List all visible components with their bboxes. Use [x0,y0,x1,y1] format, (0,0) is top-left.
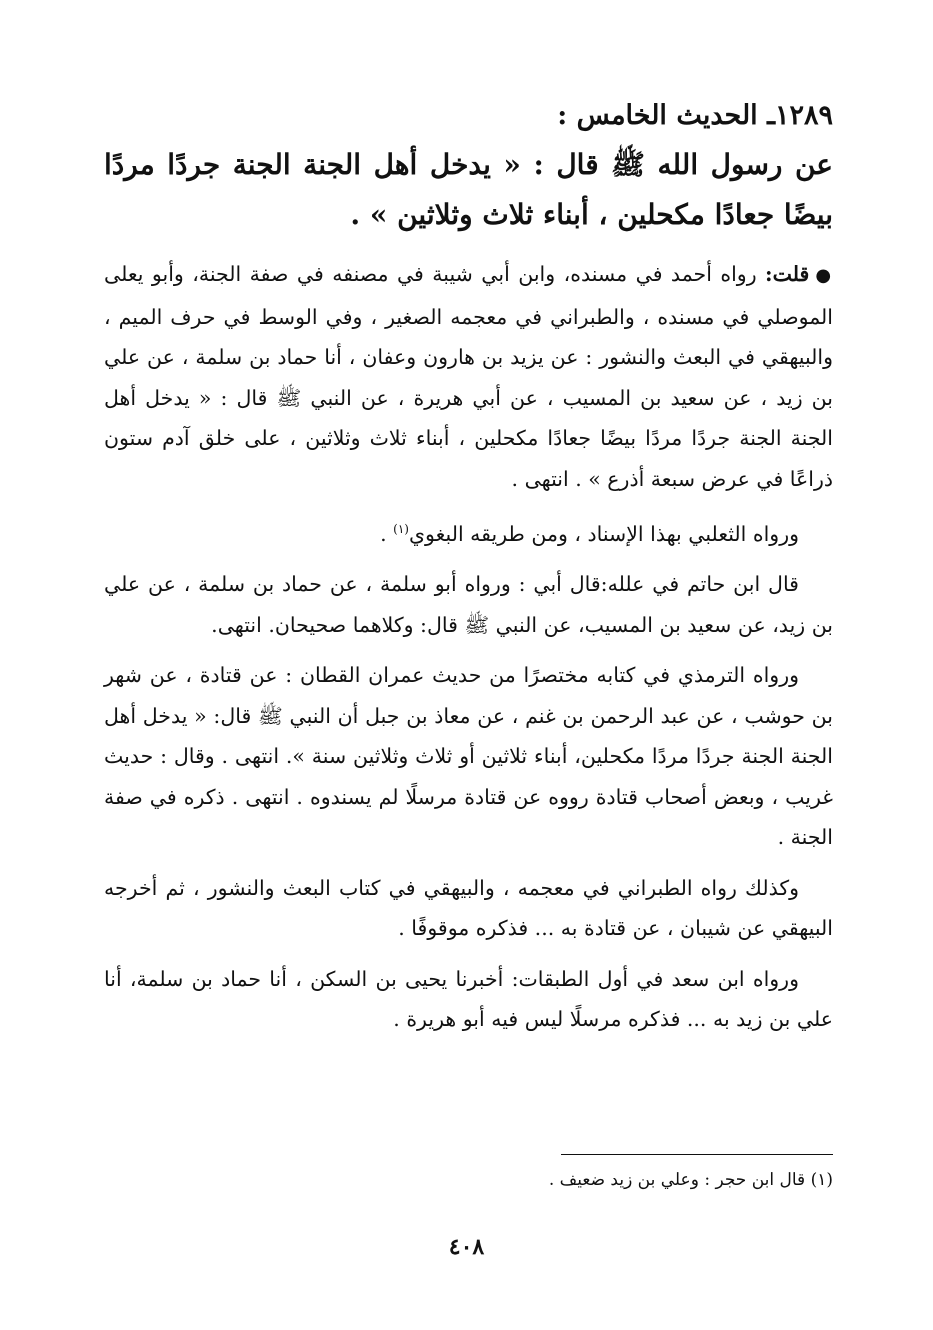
commentary-paragraph-3: قال ابن حاتم في علله:قال أبي : ورواه أبو سلمة ، عن حماد بن سلمة ، عن علي بن زيد، عن سعيد بن المسيب، عن النبي ﷺ قال: وكلاهما صحيحان. انتهى. [104,572,833,637]
commentary-paragraph-6: ورواه ابن سعد في أول الطبقات: أخبرنا يحيى بن السكن ، أنا حماد بن سلمة، أنا علي بن زيد به ... فذكره مرسلًا ليس فيه أبو هريرة . [104,966,833,1032]
footnote-reference: (١) [393,522,409,536]
footnote-divider [561,1154,833,1155]
commentary-text-1: رواه أحمد في مسنده، وابن أبي شيبة في مصنفه في صفة الجنة، وأبو يعلى الموصلي في مسنده ، والطبراني في معجمه الصغير ، وفي الوسط في حرف الميم ، والبيهقي في البعث والنشور : عن يزيد بن هارون وعفان ، أنا حماد بن سلمة ، عن علي بن زيد ، عن سعيد بن المسيب ، عن أبي هريرة ، عن النبي ﷺ قال : « يدخل أهل الجنة الجنة جردًا مردًا بيضًا جعادًا مكحلين ، أبناء ثلاث وثلاثين ، على خلق آدم ستون ذراعًا في عرض سبعة أذرع » . انتهى . [104,262,833,491]
footnote: (١) قال ابن حجر : وعلي بن زيد ضعيف . [548,1170,833,1190]
main-text [104,96,833,1050]
bullet-icon: ● [815,265,833,286]
hadith-text: عن رسول الله ﷺ قال : « يدخل أهل الجنة الجنة جردًا مردًا بيضًا جعادًا مكحلين ، أبناء ثلاث وثلاثين » . [104,148,833,231]
commentary-paragraph-5: وكذلك رواه الطبراني في معجمه ، والبيهقي في كتاب البعث والنشور ، ثم أخرجه البيهقي عن شيبان ، عن قتادة به ... فذكره موقوفًا . [104,875,833,941]
page-number: ٤٠٨ [448,1234,485,1260]
hadith-heading: ١٢٨٩ـ الحديث الخامس : [557,100,833,131]
commentary-paragraph-4: ورواه الترمذي في كتابه مختصرًا من حديث عمران القطان : عن قتادة ، عن شهر بن حوشب ، عن عبد الرحمن بن غنم ، عن معاذ بن جبل أن النبي ﷺ قال: « يدخل أهل الجنة الجنة جردًا مردًا مكحلين، أبناء ثلاثين أو ثلاث وثلاثين سنة ». انتهى . وقال : حديث غريب ، وبعض أصحاب قتادة رووه عن قتادة مرسلًا لم يسندوه . انتهى . ذكره في صفة الجنة . [104,663,833,850]
commentary-paragraph-1 [104,254,833,499]
commentary-text-2-tail: . [380,521,394,546]
commentary-text-2: ورواه الثعلبي بهذا الإسناد ، ومن طريقه البغوي [408,521,799,546]
qultu-label: قلت: [765,262,810,286]
commentary-paragraph-2 [104,509,833,554]
